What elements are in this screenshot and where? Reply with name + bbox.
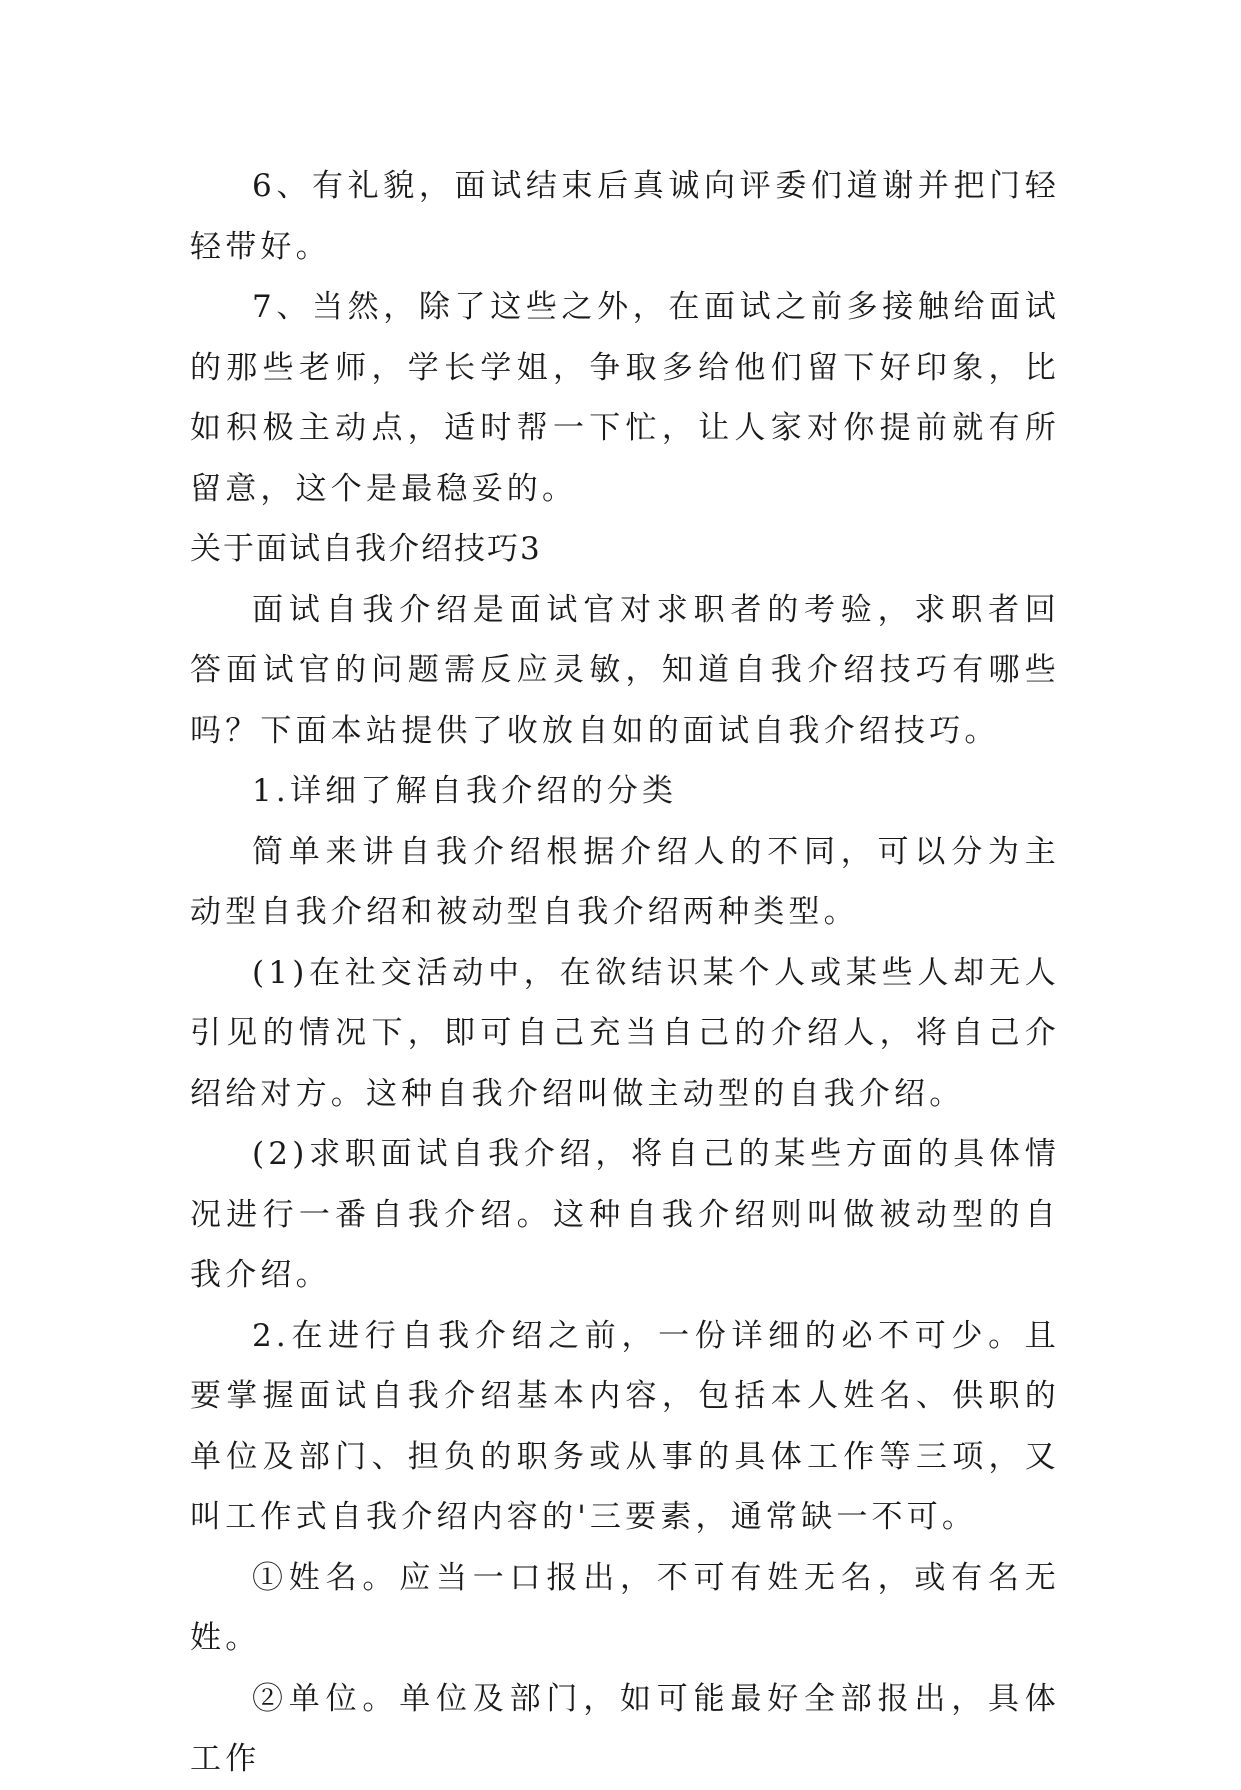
subheading-classification: 1.详细了解自我介绍的分类 [252, 773, 678, 809]
paragraph-passive-type: (2)求职面试自我介绍，将自己的某些方面的具体情况进行一番自我介绍。这种自我介绍则叫做被动型的自我介绍。 [190, 1136, 1060, 1293]
section-heading: 关于面试自我介绍技巧3 [190, 531, 542, 567]
paragraph-tip-6: 6、有礼貌，面试结束后真诚向评委们道谢并把门轻轻带好。 [190, 168, 1060, 265]
paragraph-types: 简单来讲自我介绍根据介绍人的不同，可以分为主动型自我介绍和被动型自我介绍两种类型。 [190, 833, 1060, 930]
paragraph-name-element: ①姓名。应当一口报出，不可有姓无名，或有名无姓。 [190, 1559, 1060, 1656]
document-body [190, 156, 1060, 1790]
paragraph-tip-7: 7、当然，除了这些之外，在面试之前多接触给面试的那些老师，学长学姐，争取多给他们留下好印象，比如积极主动点，适时帮一下忙，让人家对你提前就有所留意，这个是最稳妥的。 [190, 289, 1060, 507]
paragraph-unit-element: ②单位。单位及部门，如可能最好全部报出，具体工作 [190, 1680, 1060, 1777]
paragraph-preparation: 2.在进行自我介绍之前，一份详细的必不可少。且要掌握面试自我介绍基本内容，包括本人姓名、供职的单位及部门、担负的职务或从事的具体工作等三项，又叫工作式自我介绍内容的'三要素，通常缺一不可。 [190, 1317, 1060, 1535]
paragraph-intro: 面试自我介绍是面试官对求职者的考验，求职者回答面试官的问题需反应灵敏，知道自我介绍技巧有哪些吗？下面本站提供了收放自如的面试自我介绍技巧。 [190, 591, 1060, 749]
paragraph-active-type: (1)在社交活动中，在欲结识某个人或某些人却无人引见的情况下，即可自己充当自己的介绍人，将自己介绍给对方。这种自我介绍叫做主动型的自我介绍。 [190, 954, 1060, 1112]
